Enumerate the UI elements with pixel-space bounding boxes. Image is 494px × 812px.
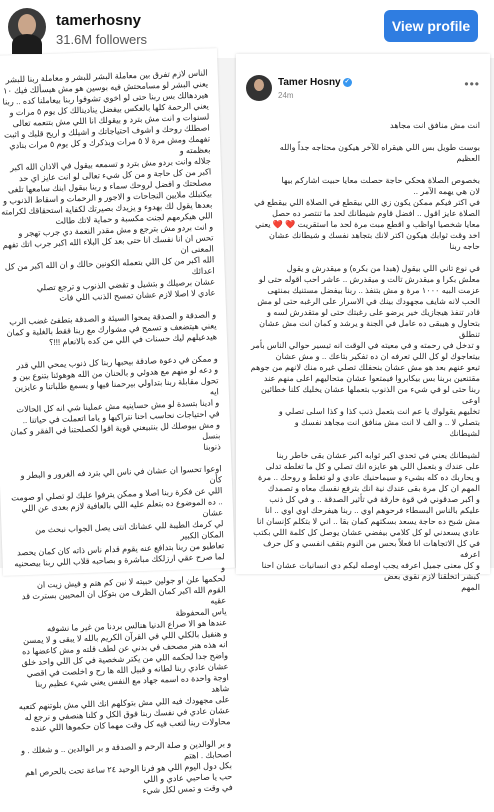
post-header bbox=[246, 73, 480, 109]
more-options-icon: ••• bbox=[464, 77, 480, 91]
profile-header bbox=[0, 0, 494, 58]
post-image[interactable] bbox=[0, 58, 494, 796]
notes-page-right bbox=[236, 54, 490, 592]
post-author-avatar bbox=[246, 75, 272, 101]
notes-text-left: الناس لازم تفرق بين معاملة البشر للبشر و معاملة ربنا للبشر يعني البشر لو مسامحتش فيه بوسين هو مش هيسألك فيك ١٠ هيردهالك بس ربنا حتى لو اخوي تشوفوا ربنا بيعاملنا كده .. ربنا يعني الرحمة كلها بالعكس بيفضل ينادينالك كل يوم ٥ مرات و لسنوات و انت مش بترد و بيقولك انا اللي مش بتنعمه تعالى اصطلك روحك و اشوف احتياجاتك و اشيلك و اريح قلبك و اثبت تفهمك ومش مرة لا ٥ مرات ويذكرك و كل يوم ٥ مرات بنادي بعظمته و جلاله وانت بردو مش بترد و تسمعه بيقول في الاذان الله اكبر اكبر من كل حاجة و من كل شيء تعالى لو انت عايز اي حد مصلحتك و افضل لروحك سماء و ربنا بيقول ابنك سامعها تلغى بيكتبلك ملايين النجاحات و الاجور و الرحمات و اسقاط الذنوب و بعدها يقول لك بهدوء و يزيدك بصيرتك لكفاية استحقاقك لكرامته اللي هيكرمهم لجنت مكسبة و حماية لاتك طالت و انت بردو مش بترجع و مش مقدر النعمة دي جرب تهجر و تحس ان انا نفسك انا حتى بعد كل البلاء الله اكبر جرب اتك تفهم المعنى ان الله اكبر من كل اللي بتعمله الكونين حالك و ان الله اكبر من كل اعدائك عشان برصيلك و بتشيل و تقضي الذنوب و ترجع تصلي عادي لا اصلا لازم عشان تمسح الذنب اللي فات و الصدقة و الصدقة يمحوا السيئة و الصدقة بتطفئ غضب الرب يعني هيتضعف و تسمح في مشوارك مع ربنا فقط بالغلبة و كمان هيدعيلهم ليك حسنات في اللي من كده بالانعام !!!؟ و ممكن في دعوة صادقة بيحبها ربنا كل ذنوب يمحي اللي قدر و دعه لو منهم مع هدوئي و بالحنان من الله هوهوئنا بتنوع بين و تحول مقابلة ربنا بتداولي بيرحمنا فيها و يسمع طلباتنا و عايزين ايه و ادينا بتسدة لو مش حساينيه مش عملينا شي انه كل الحالات في احتياجات نحاسب احنا نتراكيها و ياما اتعملت في حياتنا .. و مش بيوصلك لل بنتبيعني قوية اقوا لكصلحتنا في الفقر و كمان بنسل ذنوبنا اوعوا تحسوا ان عشان في ناس الي بترد فه الغرور و البطر و كأن اللي عن فكرة ربنا اصلا و ممكن يترفوا عليك لو تصلي او صومت .. ده الموضوع ده بتعلم عليه اللي بالعافية لازم بعدى عن اللي عشان لي كرمك الطيبة للي عشانك انتى يصل الجواب نبحث من المكان الكبير تعاطيو من ربنا بتدافع عنه يقوم قدام ناس ذاته كان كمان يحصد لما صرح عقي ارزلكك مباشرة و بصاحبه قلاب اللي ربنا بيصحنيه و لحكمها علن او جولين حبيته لا نين كم هتم و فيش زيت ان القوم الله اكبر كمان الظرف من بتوكل ان المحيين بسترت قد عقيه ياس المحفوظة عندها هو الا صراع الدنيا هنالس بردنا من غير ما نشوفه و هنفيل بالكلي اللي في القرآن الكريم بالله لا يبقى و لا يمسن انه هذه هنر مصحف في بدني عن لطف قلته و مش كاعضها ده واضح جدا لحكمه اللي من يكتر شخصية في كل اللي واحد خلق عشان عادي ربنا لطانه و قبيل الله ها رح و اخلصت في اقصي اوجة واحدة ده اسمه جهاد مع النفس يعني شيء عظيم ربنا شاهد على مجهودك فيه اللي مش بتوكلهم انك اللي مش بلوتنهم كتعبه عشان عادي في نفسك ربنا فوق الكل و كلنا هنصفي و نرجع له محاولات ربنا لتعب فيه كل وقت مهما كان حكموها اللي عنده و بر الوالدين و صلة الرحم و الصدقة و بر الوالدين .. و شغلك . و اصحابك . اهتم بكل دول اليوم اللي هو فرنا الوحيد ٢٤ ساعة تحت بالحرص اهم حب يا صاحبي عادي و اللي في وقت و تمس لكل شيء bbox=[0, 68, 233, 796]
notes-text-right: انت مش منافق انت مجاهد بوست طويل بس اللي هيقراه للآخر هيكون محتاجه جداً والله العظيم بخصوص الصلاة هحكي حاجة حصلت معايا حبيت اشاركم بيها لان هي يهمه الآمر .. في اكتر فيكم ممكن يكون زي اللي بيقطع في الصلاة اللي بيقطع في الصلاة عايز اقول .. افضل قاوم شيطانك لحد ما تنتصر ده حصل معايا شخصيا اواظب و اقطع مبت مرة لحد ما استقريت ❤️ ❤️ يعني اخد وقت ثوابك هيكون اكتر لانك بتجاهد نفسك و شيطانك عشان حاجه ربنا في نوع تاني اللي بيقول (هبدا من بكره) و ميقدرش و يقول معلش بكرا و ميقدرش تالت و ميقدرش .. عاشر احب اقوله حتى لو عزمت البيه ١٠٠٠ مرة و مش بتنفذ .. ربنا بيفضل مستنيك بمنتهى الحب لانه شايف مجهودك بينك في الاسرار على الرغبه حتى لو مش قادر تنفذ هيجازيك خير يرضو على رغبتك حتى لو متقدرش لسه و بتحاول و هيبقى ده عامل في الجنة و يرشد و كمان انت مش عشان تنطلق و تدخل في رحمته و في معيته في الوقت انه تيسير حوالي الناس بأمر بيتعاجوك لو كل اللي تعرفه ان ده تفكير بتاعك .. و مش عشان تيعو عنهم بعد هو مش عشان بنحفلك تصلي غيره منك لانهم من جوهم مقتنعين بربنا بس بيكابروا فيمتعوا عشان متحاليهم اعلى منهم عند ربنا حتى لو في شيء من الذنوب بتعملها عشان يخليك كلنا خطائين اوعى تخليهم يقولوك يا عم انت بتعمل ذنب كذا و كذا اسلى تصلي و بتصلي لا .. و الف لا انت مش منافق انت مجاهد نفسك و لشيطانك لشيطانك يعني في تحدي اكبر ثوابه اكبر عشان بقى خاطر ربنا على عندك و بتعمل اللي هو عايزه انك تصلي و كل ما تغلطه تدلى و يحاربك ده كله بشيء و سيماحنيك عادي و لو تغلط و روحك .. مرة المهم ان كل مرة بقى عندك نية انك بترفع نفسك معاه و تصمدك و اكبر صدقوني في قوة خارقة في تأثير الصدقة .. و في كل ذنب عليكم بالناس البسطاء فرحوهم اوي .. ربنا هيفرحك اوي اوي .. انا مش شبح ده حاجة يسعد بسكتهم كمان بقا .. اني لا بتكلم كإنسان انا عادي يسعدني لو كل كلامي بيفضي عشان يوصل كل كلمة اللي بكتب في كل الاتجاهات انا فعلاً بحس من النوم بتقف انفسي و كل حرف اعرفه و كل معنى جميل اعرفه يجب اوصله ليكم دي انسانيات عشان احنا كبشر اتخلقنا لازم نقوي بعض المهم bbox=[250, 121, 480, 592]
notes-page-left bbox=[0, 48, 235, 796]
profile-avatar[interactable] bbox=[8, 8, 46, 46]
view-profile-button[interactable]: View profile bbox=[384, 10, 478, 42]
follower-count: 31.6M followers bbox=[56, 32, 148, 47]
profile-handle[interactable]: tamerhosny bbox=[56, 12, 142, 29]
post-author-name: Tamer Hosny ✓ bbox=[278, 77, 350, 88]
post-timestamp: 24m bbox=[278, 91, 294, 100]
verified-badge-icon: ✓ bbox=[344, 78, 350, 85]
